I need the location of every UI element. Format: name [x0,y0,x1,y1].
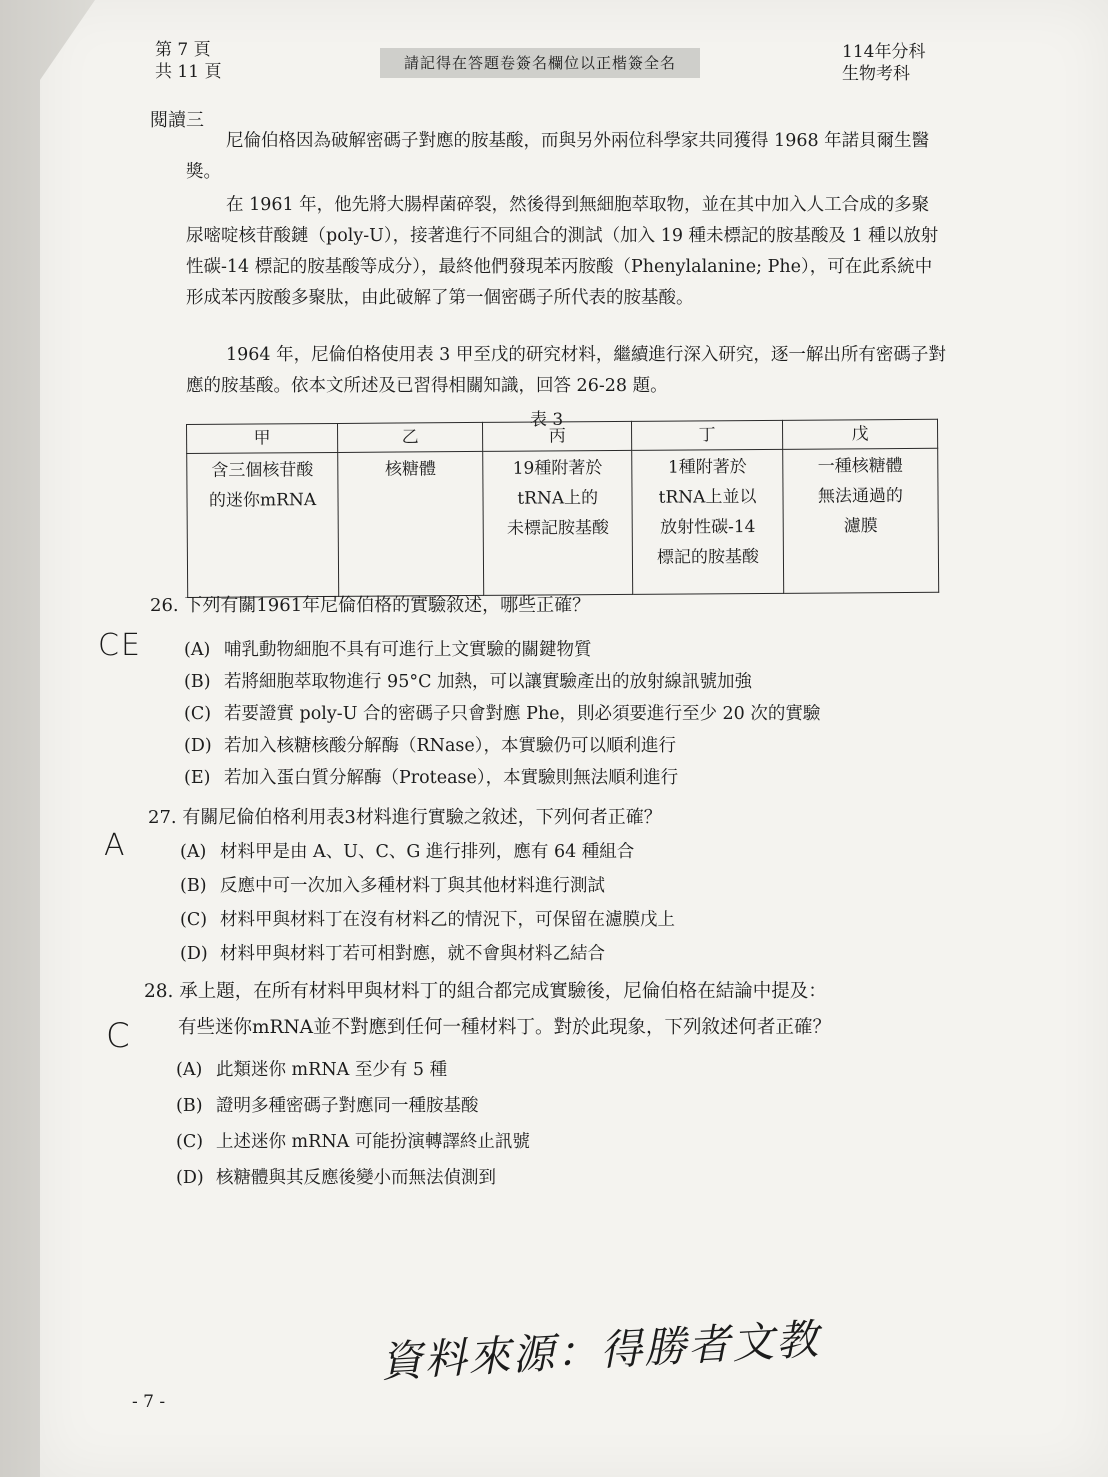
handwritten-answer-28: C [106,1016,132,1056]
table-header-bing: 丙 [483,421,632,451]
section-title: 閱讀三 [150,110,204,131]
reading-paragraph-3: 1964 年，尼倫伯格使用表 3 甲至戊的研究材料，繼續進行深入研究，逐一解出所有密碼子對應的胺基酸。依本文所述及已習得相關知識，回答 26-28 題。 [186,345,946,396]
question-26-stem: 26. 下列有關1961年尼倫伯格的實驗敘述，哪些正確？ [150,595,591,616]
table-header-yi: 乙 [337,422,482,452]
exam-subject: 生物考科 [842,64,910,84]
handwritten-answer-27: A [104,828,127,863]
question-28-stem-line-1: 28. 承上題，在所有材料甲與材料丁的組合都完成實驗後，尼倫伯格在結論中提及： [144,981,827,1002]
signature-notice-banner: 請記得在答題卷簽名欄位以正楷簽全名 [380,48,700,78]
materials-table [186,419,939,598]
handwritten-source-signature: 資料來源：得勝者文教 [379,1314,822,1387]
table-cell-yi: 核糖體 [338,451,484,596]
table-header-ding: 丁 [632,420,783,450]
table-cell-jia: 含三個核苷酸 的迷你mRNA [187,452,339,597]
table-cell-wu: 一種核糖體 無法通過的 濾膜 [783,448,939,593]
question-28-option-c: (C) 上述迷你 mRNA 可能扮演轉譯終止訊號 [176,1132,530,1152]
page-total: 共 11 頁 [155,62,222,82]
question-26-option-e: (E) 若加入蛋白質分解酶（Protease），本實驗則無法順利進行 [184,768,679,788]
question-26-option-b: (B) 若將細胞萃取物進行 95°C 加熱，可以讓實驗產出的放射線訊號加強 [184,672,753,692]
question-27-option-d: (D) 材料甲與材料丁若可相對應，就不會與材料乙結合 [180,944,605,964]
question-28-option-a: (A) 此類迷你 mRNA 至少有 5 種 [176,1060,448,1080]
table-cell-ding: 1種附著於 tRNA上並以 放射性碳-14 標記的胺基酸 [632,449,784,594]
question-26-option-d: (D) 若加入核糖核酸分解酶（RNase），本實驗仍可以順利進行 [184,736,677,756]
table-header-jia: 甲 [187,423,338,453]
question-27-stem: 27. 有關尼倫伯格利用表3材料進行實驗之敘述，下列何者正確？ [148,807,662,828]
question-28-option-b: (B) 證明多種密碼子對應同一種胺基酸 [176,1096,479,1116]
page-footer-number: - 7 - [132,1392,166,1412]
question-26-option-a: (A) 哺乳動物細胞不具有可進行上文實驗的關鍵物質 [184,640,592,660]
question-27-option-b: (B) 反應中可一次加入多種材料丁與其他材料進行測試 [180,876,605,896]
table-caption: 表 3 [530,410,564,430]
handwritten-answer-26: CE [98,628,142,663]
table-cell-bing: 19種附著於 tRNA上的 未標記胺基酸 [483,450,633,595]
question-27-option-a: (A) 材料甲是由 A、U、C、G 進行排列，應有 64 種組合 [180,842,635,862]
question-28-stem-line-2: 有些迷你mRNA並不對應到任何一種材料丁。對於此現象，下列敘述何者正確？ [178,1017,832,1038]
page-number: 第 7 頁 [155,40,211,60]
reading-paragraph-2: 在 1961 年，他先將大腸桿菌碎裂，然後得到無細胞萃取物，並在其中加入人工合成的多聚尿嘧啶核苷酸鏈（poly-U），接著進行不同組合的測試（加入 19 種未標記的胺基酸及 1 種以放射性碳-14 標記的胺基酸等成分），最終他們發現苯丙胺酸（Phenylalanine; Phe），可在此系統中形成苯丙胺酸多聚肽，由此破解了第一個密碼子所代表的胺基酸。 [186,195,939,308]
question-28-option-d: (D) 核糖體與其反應後變小而無法偵測到 [176,1168,496,1188]
exam-year: 114年分科 [842,42,926,62]
question-27-option-c: (C) 材料甲與材料丁在沒有材料乙的情況下，可保留在濾膜戊上 [180,910,675,930]
reading-paragraph-1: 尼倫伯格因為破解密碼子對應的胺基酸，而與另外兩位科學家共同獲得 1968 年諾貝爾生醫獎。 [186,131,930,182]
table-header-wu: 戊 [782,419,937,449]
question-26-option-c: (C) 若要證實 poly-U 合的密碼子只會對應 Phe，則必須要進行至少 20 次的實驗 [184,704,821,724]
